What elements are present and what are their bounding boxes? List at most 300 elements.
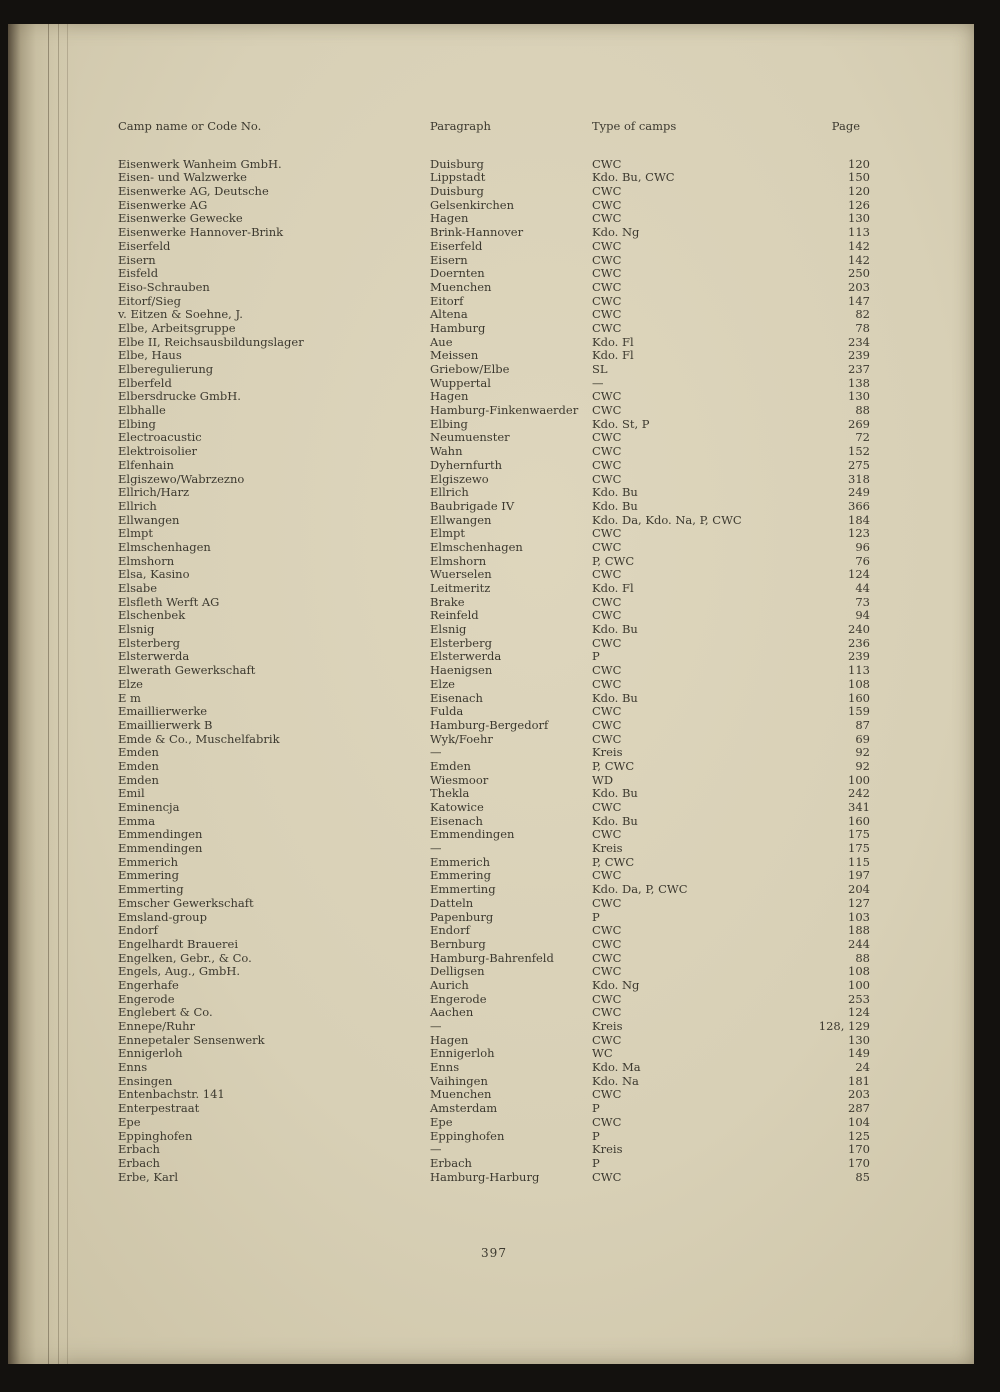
cell-paragraph: Meissen	[430, 348, 479, 363]
cell-type: CWC	[592, 991, 622, 1006]
table-row	[118, 1061, 870, 1075]
cell-camp-name: Engerhafe	[118, 977, 179, 992]
cell-page: 239	[848, 649, 870, 664]
cell-camp-name: Elsfleth Werft AG	[118, 594, 220, 609]
cell-page: 94	[855, 608, 870, 623]
cell-camp-name: Eitorf/Sieg	[118, 293, 181, 308]
cell-page: 130	[848, 389, 870, 404]
table-row	[118, 541, 870, 555]
cell-paragraph: Eitorf	[430, 293, 464, 308]
cell-paragraph: Altena	[430, 307, 468, 322]
cell-paragraph: Wuerselen	[430, 567, 492, 582]
cell-paragraph: Elsterberg	[430, 635, 492, 650]
table-row	[118, 185, 870, 199]
table-row	[118, 500, 870, 514]
cell-paragraph: Elsnig	[430, 622, 467, 637]
cell-type: Kdo. Fl	[592, 581, 634, 596]
cell-camp-name: Erbe, Karl	[118, 1169, 178, 1184]
table-row	[118, 295, 870, 309]
cell-type: P	[592, 1128, 600, 1143]
table-row	[118, 240, 870, 254]
cell-camp-name: Emmendingen	[118, 841, 203, 856]
cell-type: CWC	[592, 238, 622, 253]
table-row	[118, 965, 870, 979]
cell-paragraph: —	[430, 1019, 442, 1034]
cell-type: SL	[592, 362, 608, 377]
cell-camp-name: Eiserfeld	[118, 238, 171, 253]
cell-paragraph: Griebow/Elbe	[430, 362, 510, 377]
cell-page: 175	[848, 827, 870, 842]
cell-camp-name: Erbach	[118, 1142, 160, 1157]
cell-paragraph: Emmerich	[430, 854, 491, 869]
cell-paragraph: Emden	[430, 758, 471, 773]
cell-camp-name: Emma	[118, 813, 156, 828]
table-row	[118, 828, 870, 842]
table-row	[118, 650, 870, 664]
table-row	[118, 1143, 870, 1157]
cell-page: 108	[848, 676, 870, 691]
cell-type: CWC	[592, 704, 622, 719]
table-row	[118, 993, 870, 1007]
cell-type: CWC	[592, 608, 622, 623]
cell-page: 76	[855, 553, 870, 568]
cell-type: Kdo. Bu	[592, 485, 638, 500]
page-edge-line	[58, 24, 59, 1364]
cell-type: CWC	[592, 1087, 622, 1102]
cell-camp-name: Elmshorn	[118, 553, 175, 568]
cell-page: 269	[848, 416, 870, 431]
cell-type: Kreis	[592, 841, 623, 856]
cell-camp-name: Ennepe/Ruhr	[118, 1019, 196, 1034]
cell-paragraph: Muenchen	[430, 279, 492, 294]
cell-paragraph: Wyk/Foehr	[430, 731, 493, 746]
cell-type: Kdo. Bu, CWC	[592, 170, 675, 185]
cell-type: CWC	[592, 676, 622, 691]
cell-page: 92	[855, 758, 870, 773]
cell-camp-name: Elbing	[118, 416, 156, 431]
cell-camp-name: Eisfeld	[118, 266, 159, 281]
cell-page: 72	[855, 430, 870, 445]
cell-page: 249	[848, 485, 870, 500]
cell-paragraph: Hagen	[430, 211, 469, 226]
cell-camp-name: Ellrich	[118, 498, 157, 513]
cell-camp-name: Eisenwerk Wanheim GmbH.	[118, 156, 282, 171]
cell-camp-name: Emden	[118, 758, 159, 773]
cell-camp-name: Eisenwerke Gewecke	[118, 211, 243, 226]
cell-paragraph: Reinfeld	[430, 608, 479, 623]
table-row	[118, 692, 870, 706]
cell-paragraph: —	[430, 745, 442, 760]
table-row	[118, 404, 870, 418]
cell-page: 113	[848, 225, 870, 240]
cell-type: CWC	[592, 635, 622, 650]
cell-page: 152	[848, 444, 870, 459]
cell-camp-name: Emaillierwerk B	[118, 717, 213, 732]
cell-camp-name: Emsland-group	[118, 909, 207, 924]
cell-paragraph: Hagen	[430, 389, 469, 404]
cell-page: 341	[848, 800, 870, 815]
cell-paragraph: —	[430, 1142, 442, 1157]
cell-paragraph: Hagen	[430, 1032, 469, 1047]
cell-page: 181	[848, 1073, 870, 1088]
cell-type: CWC	[592, 279, 622, 294]
cell-page: 147	[848, 293, 870, 308]
table-row	[118, 281, 870, 295]
cell-type: —	[592, 375, 604, 390]
table-row	[118, 445, 870, 459]
cell-page: 142	[848, 238, 870, 253]
table-row	[118, 637, 870, 651]
cell-camp-name: Emmerich	[118, 854, 179, 869]
cell-paragraph: Brink-Hannover	[430, 225, 524, 240]
cell-type: CWC	[592, 252, 622, 267]
cell-camp-name: Eisern	[118, 252, 156, 267]
cell-camp-name: Emaillierwerke	[118, 704, 208, 719]
table-row	[118, 308, 870, 322]
cell-paragraph: Doernten	[430, 266, 485, 281]
cell-type: CWC	[592, 895, 622, 910]
table-row	[118, 664, 870, 678]
cell-paragraph: Erbach	[430, 1155, 472, 1170]
cell-paragraph: Eisenach	[430, 813, 483, 828]
cell-camp-name: Elbe, Arbeitsgruppe	[118, 320, 236, 335]
cell-page: 124	[848, 567, 870, 582]
page-edge-line	[67, 24, 68, 1364]
cell-camp-name: Elbe, Haus	[118, 348, 182, 363]
cell-type: CWC	[592, 923, 622, 938]
cell-page: 88	[855, 950, 870, 965]
cell-page: 100	[848, 772, 870, 787]
cell-paragraph: Bernburg	[430, 936, 486, 951]
cell-paragraph: Muenchen	[430, 1087, 492, 1102]
cell-paragraph: Aachen	[430, 1005, 474, 1020]
cell-type: CWC	[592, 1169, 622, 1184]
cell-page: 125	[848, 1128, 870, 1143]
cell-type: CWC	[592, 471, 622, 486]
cell-page: 123	[848, 526, 870, 541]
cell-camp-name: Englebert & Co.	[118, 1005, 213, 1020]
table-row	[118, 322, 870, 336]
table-row	[118, 746, 870, 760]
table-row	[118, 760, 870, 774]
cell-page: 175	[848, 841, 870, 856]
cell-paragraph: Aurich	[430, 977, 469, 992]
cell-paragraph: Gelsenkirchen	[430, 197, 514, 212]
cell-type: Kreis	[592, 1019, 623, 1034]
cell-page: 120	[848, 184, 870, 199]
table-row	[118, 979, 870, 993]
column-header-camp-name: Camp name or Code No.	[118, 119, 262, 133]
table-row	[118, 473, 870, 487]
cell-paragraph: Emmendingen	[430, 827, 515, 842]
cell-type: CWC	[592, 1114, 622, 1129]
cell-page: 159	[848, 704, 870, 719]
cell-paragraph: Emmering	[430, 868, 491, 883]
cell-camp-name: E m	[118, 690, 141, 705]
cell-paragraph: Wahn	[430, 444, 463, 459]
cell-camp-name: Emscher Gewerkschaft	[118, 895, 254, 910]
cell-camp-name: Engelhardt Brauerei	[118, 936, 239, 951]
table-row	[118, 842, 870, 856]
cell-page: 204	[848, 882, 870, 897]
cell-type: CWC	[592, 731, 622, 746]
cell-page: 149	[848, 1046, 870, 1061]
cell-paragraph: Wuppertal	[430, 375, 491, 390]
cell-paragraph: Ellwangen	[430, 512, 492, 527]
cell-camp-name: Elsterberg	[118, 635, 180, 650]
cell-type: CWC	[592, 663, 622, 678]
cell-page: 127	[848, 895, 870, 910]
cell-paragraph: Enns	[430, 1060, 460, 1075]
cell-camp-name: Elbersdrucke GmbH.	[118, 389, 241, 404]
cell-camp-name: Epe	[118, 1114, 141, 1129]
cell-page: 188	[848, 923, 870, 938]
cell-camp-name: Ensingen	[118, 1073, 173, 1088]
cell-camp-name: Enterpestraat	[118, 1101, 200, 1116]
cell-paragraph: Haenigsen	[430, 663, 493, 678]
cell-page: 92	[855, 745, 870, 760]
table-row	[118, 199, 870, 213]
cell-type: Kdo. Ng	[592, 225, 640, 240]
cell-paragraph: Elmshorn	[430, 553, 487, 568]
cell-camp-name: Emde & Co., Muschelfabrik	[118, 731, 280, 746]
cell-type: CWC	[592, 827, 622, 842]
cell-type: Kdo. Fl	[592, 348, 634, 363]
cell-page: 120	[848, 156, 870, 171]
table-row	[118, 897, 870, 911]
cell-type: P	[592, 649, 600, 664]
cell-camp-name: Eppinghofen	[118, 1128, 193, 1143]
cell-type: CWC	[592, 156, 622, 171]
cell-camp-name: Elektroisolier	[118, 444, 198, 459]
cell-camp-name: Entenbachstr. 141	[118, 1087, 225, 1102]
cell-page: 115	[848, 854, 870, 869]
cell-page: 366	[848, 498, 870, 513]
cell-camp-name: Eminencja	[118, 800, 180, 815]
cell-page: 24	[855, 1060, 870, 1075]
cell-type: CWC	[592, 539, 622, 554]
table-row	[118, 418, 870, 432]
cell-paragraph: Endorf	[430, 923, 470, 938]
cell-type: CWC	[592, 444, 622, 459]
cell-type: CWC	[592, 1005, 622, 1020]
cell-camp-name: Elgiszewo/Wabrzezno	[118, 471, 245, 486]
cell-type: Kdo. Bu	[592, 498, 638, 513]
cell-paragraph: Elze	[430, 676, 455, 691]
cell-type: P, CWC	[592, 553, 635, 568]
cell-type: Kdo. Bu	[592, 690, 638, 705]
column-header-type: Type of camps	[592, 119, 677, 133]
cell-page: 142	[848, 252, 870, 267]
table-row	[118, 774, 870, 788]
cell-camp-name: Elmpt	[118, 526, 153, 541]
cell-paragraph: Eiserfeld	[430, 238, 483, 253]
cell-page: 237	[848, 362, 870, 377]
cell-type: CWC	[592, 457, 622, 472]
cell-page: 69	[855, 731, 870, 746]
cell-type: CWC	[592, 964, 622, 979]
cell-type: P	[592, 1101, 600, 1116]
table-row	[118, 568, 870, 582]
cell-paragraph: —	[430, 841, 442, 856]
cell-paragraph: Duisburg	[430, 156, 484, 171]
cell-page: 240	[848, 622, 870, 637]
cell-type: P	[592, 1155, 600, 1170]
cell-camp-name: Ellrich/Harz	[118, 485, 190, 500]
cell-type: CWC	[592, 594, 622, 609]
table-row	[118, 801, 870, 815]
cell-page: 150	[848, 170, 870, 185]
cell-type: Kdo. Da, Kdo. Na, P, CWC	[592, 512, 742, 527]
cell-paragraph: Eisern	[430, 252, 468, 267]
cell-type: CWC	[592, 320, 622, 335]
table-row	[118, 390, 870, 404]
cell-page: 160	[848, 813, 870, 828]
cell-page: 85	[855, 1169, 870, 1184]
page-edge-line	[48, 24, 49, 1364]
table-row	[118, 1102, 870, 1116]
cell-type: CWC	[592, 403, 622, 418]
cell-camp-name: Emmendingen	[118, 827, 203, 842]
cell-paragraph: Brake	[430, 594, 465, 609]
cell-camp-name: Elschenbek	[118, 608, 186, 623]
cell-page: 130	[848, 211, 870, 226]
cell-type: CWC	[592, 526, 622, 541]
cell-camp-name: Elsa, Kasino	[118, 567, 190, 582]
cell-camp-name: Eisen- und Walzwerke	[118, 170, 247, 185]
cell-camp-name: v. Eitzen & Soehne, J.	[118, 307, 243, 322]
cell-page: 203	[848, 1087, 870, 1102]
cell-camp-name: Ennepetaler Sensenwerk	[118, 1032, 265, 1047]
cell-page: 234	[848, 334, 870, 349]
page-number: 397	[481, 1246, 507, 1260]
cell-type: CWC	[592, 293, 622, 308]
cell-paragraph: Papenburg	[430, 909, 494, 924]
table-row	[118, 1130, 870, 1144]
cell-paragraph: Wiesmoor	[430, 772, 489, 787]
cell-type: CWC	[592, 868, 622, 883]
cell-type: Kdo. St, P	[592, 416, 650, 431]
cell-page: 44	[855, 581, 870, 596]
cell-camp-name: Erbach	[118, 1155, 160, 1170]
cell-page: 100	[848, 977, 870, 992]
cell-paragraph: Katowice	[430, 800, 484, 815]
cell-camp-name: Elsterwerda	[118, 649, 190, 664]
table-row	[118, 924, 870, 938]
table-row	[118, 267, 870, 281]
column-header-page: Page	[831, 119, 860, 133]
cell-paragraph: Lippstadt	[430, 170, 486, 185]
cell-type: P, CWC	[592, 758, 635, 773]
cell-page: 170	[848, 1155, 870, 1170]
cell-page: 113	[848, 663, 870, 678]
table-row	[118, 869, 870, 883]
cell-paragraph: Leitmeritz	[430, 581, 491, 596]
cell-page: 253	[848, 991, 870, 1006]
table-row	[118, 336, 870, 350]
cell-page: 244	[848, 936, 870, 951]
cell-camp-name: Elsnig	[118, 622, 155, 637]
table-row	[118, 1088, 870, 1102]
cell-type: CWC	[592, 717, 622, 732]
table-row	[118, 815, 870, 829]
cell-page: 96	[855, 539, 870, 554]
table-row	[118, 678, 870, 692]
table-row	[118, 1006, 870, 1020]
table-row	[118, 1047, 870, 1061]
cell-page: 203	[848, 279, 870, 294]
cell-paragraph: Elmpt	[430, 526, 465, 541]
table-row	[118, 596, 870, 610]
cell-page: 239	[848, 348, 870, 363]
table-body	[118, 158, 870, 1185]
cell-paragraph: Delligsen	[430, 964, 485, 979]
cell-page: 124	[848, 1005, 870, 1020]
cell-paragraph: Epe	[430, 1114, 453, 1129]
cell-page: 88	[855, 403, 870, 418]
cell-type: Kdo. Fl	[592, 334, 634, 349]
cell-type: CWC	[592, 211, 622, 226]
cell-page: 108	[848, 964, 870, 979]
cell-paragraph: Emmerting	[430, 882, 496, 897]
cell-type: CWC	[592, 567, 622, 582]
cell-type: Kdo. Ma	[592, 1060, 641, 1075]
cell-paragraph: Amsterdam	[430, 1101, 498, 1116]
cell-type: CWC	[592, 389, 622, 404]
cell-paragraph: Ennigerloh	[430, 1046, 495, 1061]
cell-camp-name: Ennigerloh	[118, 1046, 183, 1061]
table-header-row	[118, 120, 870, 134]
cell-page: 275	[848, 457, 870, 472]
cell-type: CWC	[592, 430, 622, 445]
table-row	[118, 1020, 870, 1034]
cell-camp-name: Eisenwerke AG	[118, 197, 208, 212]
cell-type: P, CWC	[592, 854, 635, 869]
table-row	[118, 1171, 870, 1185]
cell-type: WD	[592, 772, 614, 787]
cell-paragraph: Vaihingen	[430, 1073, 488, 1088]
cell-type: CWC	[592, 1032, 622, 1047]
cell-type: Kdo. Bu	[592, 786, 638, 801]
cell-camp-name: Elfenhain	[118, 457, 174, 472]
cell-paragraph: Elgiszewo	[430, 471, 489, 486]
table-row	[118, 1034, 870, 1048]
cell-page: 318	[848, 471, 870, 486]
table-row	[118, 254, 870, 268]
cell-camp-name: Emden	[118, 745, 159, 760]
column-header-paragraph: Paragraph	[430, 119, 491, 133]
cell-page: 130	[848, 1032, 870, 1047]
table-row	[118, 514, 870, 528]
table-row	[118, 938, 870, 952]
table-row	[118, 733, 870, 747]
table-row	[118, 705, 870, 719]
table-row	[118, 582, 870, 596]
scanned-book-page	[8, 24, 974, 1364]
table-row	[118, 486, 870, 500]
cell-page: 78	[855, 320, 870, 335]
cell-page: 250	[848, 266, 870, 281]
cell-type: Kreis	[592, 1142, 623, 1157]
cell-paragraph: Neumuenster	[430, 430, 510, 445]
cell-camp-name: Emmering	[118, 868, 179, 883]
cell-paragraph: Ellrich	[430, 485, 469, 500]
cell-paragraph: Elbing	[430, 416, 468, 431]
cell-paragraph: Hamburg-Bahrenfeld	[430, 950, 554, 965]
cell-camp-name: Elbhalle	[118, 403, 166, 418]
table-row	[118, 212, 870, 226]
cell-camp-name: Elberfeld	[118, 375, 172, 390]
